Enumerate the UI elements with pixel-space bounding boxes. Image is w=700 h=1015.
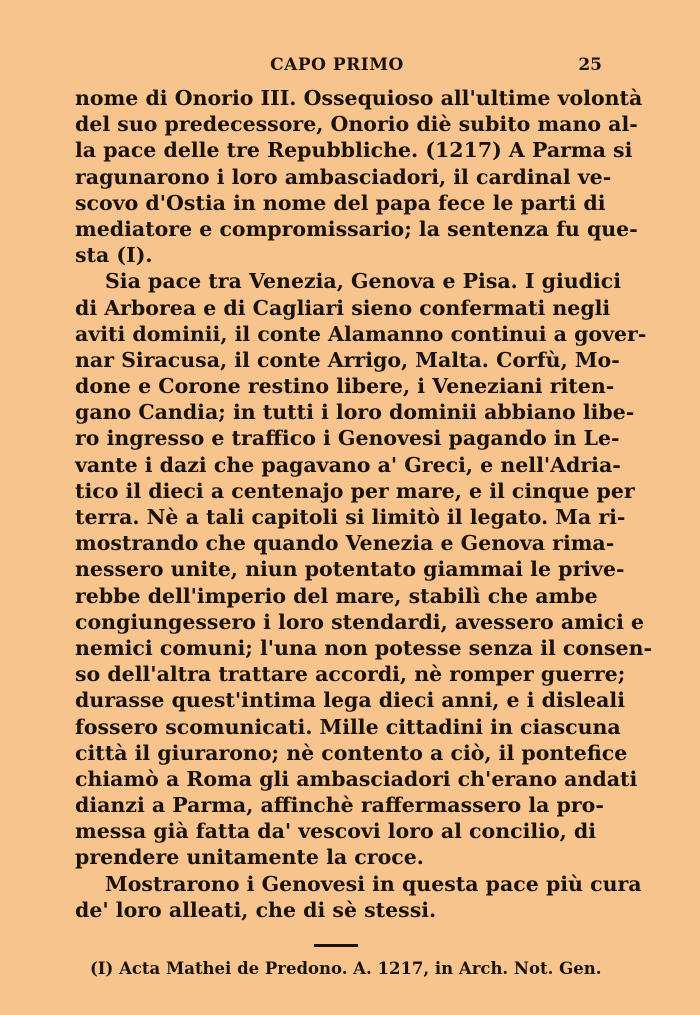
text-line: Mostrarono i Genovesi in questa pace più cura: [105, 871, 642, 896]
text-line: del suo predecessore, Onorio diè subito mano al-: [75, 112, 638, 137]
text-line: mostrando che quando Venezia e Genova rima-: [75, 531, 615, 556]
text-line: de' loro alleati, che di sè stessi.: [75, 897, 437, 922]
text-line: città il giurarono; nè contento a ciò, il pontefice: [75, 740, 628, 765]
page-header: [72, 52, 602, 82]
body-text: [75, 85, 652, 923]
text-line: aviti dominii, il conte Alamanno continui a gover-: [75, 321, 647, 346]
text-line: mediatore e compromissario; la sentenza fu que-: [75, 216, 638, 241]
text-line: la pace delle tre Repubbliche. (1217) A Parma si: [75, 138, 633, 163]
text-line: vante i dazi che pagavano a' Greci, e nell'Adria-: [75, 452, 621, 477]
text-line: dianzi a Parma, affinchè raffermassero la pro-: [75, 793, 604, 818]
text-line: tico il dieci a centenajo per mare, e il cinque per: [75, 478, 635, 503]
text-line: nar Siracusa, il conte Arrigo, Malta. Corfù, Mo-: [75, 347, 620, 372]
text-line: terra. Nè a tali capitoli si limitò il legato. Ma ri-: [75, 505, 626, 529]
text-line: ragunarono i loro ambasciadori, il cardinal ve-: [75, 164, 612, 189]
text-line: nome di Onorio III. Ossequioso all'ultime volontà: [75, 86, 643, 110]
text-line: prendere unitamente la croce.: [75, 845, 424, 870]
text-line: messa già fatta da' vescovi loro al concilio, di: [75, 819, 597, 844]
footnote-rule: [314, 944, 358, 947]
text-line: congiungessero i loro stendardi, avessero amici e: [75, 609, 645, 634]
text-line: so dell'altra trattare accordi, nè romper guerre;: [75, 662, 626, 687]
footnote: (I) Acta Mathei de Predono. A. 1217, in Arch. Not. Gen.: [90, 959, 602, 978]
page-number: 25: [578, 55, 602, 75]
text-line: scovo d'Ostia in nome del papa fece le parti di: [75, 190, 606, 215]
text-line: di Arborea e di Cagliari sieno confermati negli: [75, 295, 611, 320]
text-line: fossero scomunicati. Mille cittadini in ciascuna: [75, 714, 621, 739]
text-line: gano Candia; in tutti i loro dominii abbiano libe-: [75, 400, 635, 425]
text-line: durasse quest'intima lega dieci anni, e i disleali: [75, 688, 625, 713]
text-line: chiamò a Roma gli ambasciadori ch'erano andati: [75, 766, 638, 791]
text-line: ro ingresso e traffico i Genovesi pagando in Le-: [75, 426, 620, 451]
text-line: done e Corone restino libere, i Veneziani riten-: [75, 374, 615, 399]
running-head: CAPO PRIMO: [270, 55, 404, 75]
text-line: sta (I).: [75, 243, 153, 268]
text-line: rebbe dell'imperio del mare, stabilì che ambe: [75, 583, 598, 608]
text-line: nemici comuni; l'una non potesse senza il consen-: [75, 635, 652, 660]
text-line: Sia pace tra Venezia, Genova e Pisa. I giudici: [105, 269, 622, 294]
text-line: nessero unite, niun potentato giammai le prive-: [75, 557, 625, 582]
